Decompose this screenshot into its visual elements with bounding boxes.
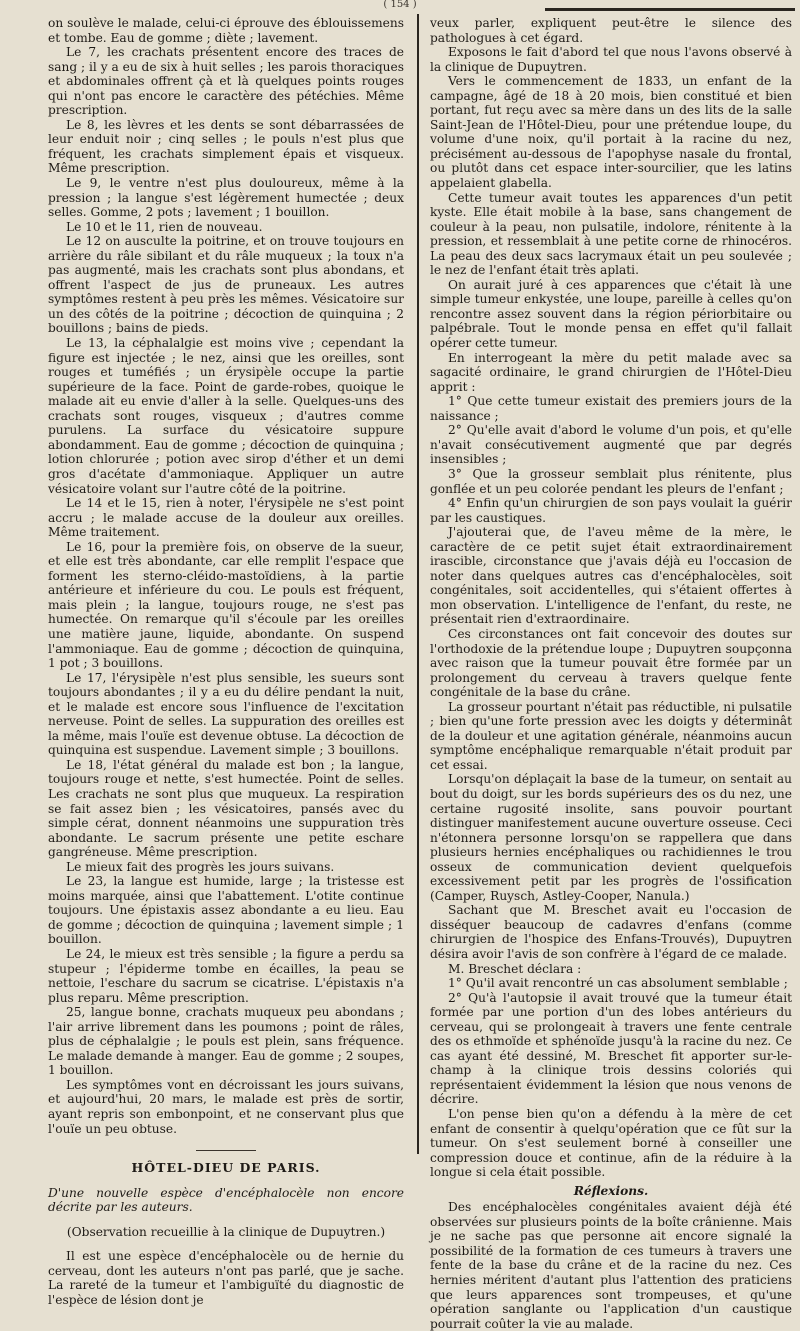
paragraph: Des encéphalocèles congénitales avaient déjà été observées sur plusieurs points de la boîte crânienne. Mais je ne sache pas que personne ait encore signalé la possibilité de la formation de ces tumeurs à travers une fente de la base du crâne et de la racine du nez. Ces hernies méritent d'autant plus l'attention des praticiens que leurs apparences sont trompeuses, et qu'une opération sanglante ou l'application d'un caustique pourrait coûter la vie au malade. bbox=[430, 1200, 792, 1331]
paragraph: Le 23, la langue est humide, large ; la tristesse est moins marquée, ainsi que l'abattement. L'otite continue toujours. Une épistaxis assez abondante a eu lieu. Eau de gomme ; décoction de quinquina ; lavement simple ; 1 bouillon. bbox=[48, 874, 404, 947]
paragraph: Le 13, la céphalalgie est moins vive ; cependant la figure est injectée ; le nez, ainsi que les oreilles, sont rouges et tuméfiés ; un érysipèle occupe la partie supérieure de la face. Point de garde-robes, quoique le malade ait eu envie d'aller à la selle. Quelques-uns des crachats sont rouges, visqueux ; d'autres comme purulens. La surface du vésicatoire suppure abondamment. Eau de gomme ; décoction de quinquina ; lotion chlorurée ; potion avec sirop d'éther et un demi gros d'acétate d'ammoniaque. Appliquer un autre vésicatoire volant sur l'autre côté de la poitrine. bbox=[48, 336, 404, 496]
paragraph: Exposons le fait d'abord tel que nous l'avons observé à la clinique de Dupuytren. bbox=[430, 45, 792, 74]
paragraph: 4° Enfin qu'un chirurgien de son pays voulait la guérir par les caustiques. bbox=[430, 496, 792, 525]
paragraph: 2° Qu'à l'autopsie il avait trouvé que la tumeur était formée par une portion d'un des lobes antérieurs du cerveau, qui se prolongeait à travers une fente centrale des os ethmoïde et sphénoïde jusqu'à la racine du nez. Ce cas ayant été dessiné, M. Breschet fit apporter sur-le-champ à la clinique trois dessins coloriés qui représentaient évidemment la lésion que nous venons de décrire. bbox=[430, 990, 792, 1107]
section-subtitle: D'une nouvelle espèce d'encéphalocèle non encore décrite par les auteurs. bbox=[48, 1185, 404, 1215]
paragraph: Cette tumeur avait toutes les apparences d'un petit kyste. Elle était mobile à la base, sans changement de couleur à la peau, non pulsatile, indolore, rénitente à la pression, et ressemblait à une petite corne de rhinocéros. La peau des deux sacs lacrymaux était un peu soulevée ; le nez de l'enfant était très aplati. bbox=[430, 190, 792, 278]
paragraph: Le 16, pour la première fois, on observe de la sueur, et elle est très abondante, car elle remplit l'espace que forment les sterno-cléido-mastoïdiens, à la partie antérieure et inférieure du cou. Le pouls est fréquent, mais plein ; la langue, toujours rouge, ne s'est pas humectée. On remarque qu'il s'écoule par les oreilles une matière jaune, liquide, abondante. On suspend l'ammoniaque. Eau de gomme ; décoction de quinquina, 1 pot ; 3 bouillons. bbox=[48, 539, 404, 671]
paragraph: Le 8, les lèvres et les dents se sont débarrassées de leur enduit noir ; cinq selles ; le pouls n'est plus que fréquent, les crachats simplement épais et visqueux. Même prescription. bbox=[48, 117, 404, 176]
paragraph: M. Breschet déclara : bbox=[448, 961, 582, 976]
paragraph: 1° Qu'il avait rencontré un cas absolument semblable ; bbox=[448, 976, 788, 991]
paragraph: Le 10 et le 11, rien de nouveau. bbox=[66, 219, 263, 234]
paragraph: 25, langue bonne, crachats muqueux peu abondans ; l'air arrive librement dans les poumons ; point de râles, plus de céphalalgie ; le pouls est plein, sans fréquence. Le malade demande à manger. Eau de gomme ; 2 soupes, 1 bouillon. bbox=[48, 1005, 404, 1078]
paragraph: Ces circonstances ont fait concevoir des doutes sur l'orthodoxie de la prétendue loupe ; Dupuytren soupçonna avec raison que la tumeur pouvait être formée par un prolongement du cerveau à travers quelque fente congénitale de la base du crâne. bbox=[430, 626, 792, 700]
section-rule bbox=[196, 1150, 256, 1151]
paragraph: Il est une espèce d'encéphalocèle ou de hernie du cerveau, dont les auteurs n'ont pas parlé, que je sache. La rareté de la tumeur et l'ambiguïté du diagnostic de l'espèce de lésion dont je bbox=[48, 1249, 404, 1307]
paragraph: Le 9, le ventre n'est plus douloureux, même à la pression ; la langue s'est légèrement humectée ; deux selles. Gomme, 2 pots ; lavement ; 1 bouillon. bbox=[48, 176, 404, 220]
paragraph: Le 7, les crachats présentent encore des traces de sang ; il y a eu de six à huit selles ; les parois thoraciques et abdominales offrent çà et là quelques points rouges qui n'ont pas encore le caractère des pétéchies. Même prescription. bbox=[48, 45, 404, 118]
column-divider bbox=[417, 14, 419, 1154]
paragraph: 2° Qu'elle avait d'abord le volume d'un pois, et qu'elle n'avait consécutivement augmenté que par degrés insensibles ; bbox=[430, 423, 792, 467]
paragraph: 1° Que cette tumeur existait des premiers jours de la naissance ; bbox=[430, 394, 792, 423]
right-column bbox=[430, 16, 792, 1331]
observation-note: (Observation recueillie à la clinique de Dupuytren.) bbox=[66, 1224, 386, 1239]
paragraph: Le 12 on ausculte la poitrine, et on trouve toujours en arrière du râle sibilant et du râle muqueux ; la toux n'a pas augmenté, mais les crachats sont plus abondans, et offrent l'aspect de jus de pruneaux. Les autres symptômes restent à peu près les mêmes. Vésicatoire sur un des côtés de la poitrine ; décoction de quinquina ; 2 bouillons ; bains de pieds. bbox=[48, 234, 404, 336]
paragraph: Le 17, l'érysipèle n'est plus sensible, les sueurs sont toujours abondantes ; il y a eu du délire pendant la nuit, et le malade est encore sous l'influence de l'excitation nerveuse. Point de selles. La suppuration des oreilles est la même, mais l'ouïe est devenue obtuse. La décoction de quinquina est suspendue. Lavement simple ; 3 bouillons. bbox=[48, 670, 404, 758]
paragraph: On aurait juré à ces apparences que c'était là une simple tumeur enkystée, une loupe, pareille à celles qu'on rencontre assez souvent dans la région périorbitaire ou palpébrale. Tout le monde pensa en effet qu'il fallait opérer cette tumeur. bbox=[430, 277, 792, 351]
section-title: HÔTEL-DIEU DE PARIS. bbox=[131, 1160, 321, 1176]
paragraph: Le 24, le mieux est très sensible ; la figure a perdu sa stupeur ; l'épiderme tombe en écailles, la peau se nettoie, l'eschare du sacrum se cicatrise. L'épistaxis n'a plus reparu. Même prescription. bbox=[48, 947, 404, 1005]
left-column bbox=[48, 16, 404, 1307]
paragraph: veux parler, expliquent peut-être le silence des pathologues à cet égard. bbox=[430, 16, 792, 45]
paragraph: J'ajouterai que, de l'aveu même de la mère, le caractère de ce petit sujet était extraordinairement irascible, circonstance que j'avais déjà eu l'occasion de noter dans quelques autres cas d'encéphalocèles, soit congénitales, soit accidentelles, qui s'étaient offertes à mon observation. L'intelligence de l'enfant, du reste, ne présentait rien d'extraordinaire. bbox=[430, 525, 792, 627]
page-number: ( 154 ) bbox=[383, 0, 417, 10]
paragraph: La grosseur pourtant n'était pas réductible, ni pulsatile ; bien qu'une forte pression avec les doigts y déterminât de la douleur et une agitation générale, néanmoins aucun symptôme encéphalique remarquable n'était produit par cet essai. bbox=[430, 699, 792, 772]
paragraph: Le 18, l'état général du malade est bon ; la langue, toujours rouge et nette, s'est humectée. Point de selles. Les crachats ne sont plus que muqueux. La respiration se fait assez bien ; les vésicatoires, pansés avec du simple cérat, donnent néanmoins une suppuration très abondante. Le sacrum présente une petite eschare gangréneuse. Même prescription. bbox=[48, 757, 404, 860]
paragraph: En interrogeant la mère du petit malade avec sa sagacité ordinaire, le grand chirurgien de l'Hôtel-Dieu apprit : bbox=[430, 350, 792, 394]
paragraph: on soulève le malade, celui-ci éprouve des éblouissemens et tombe. Eau de gomme ; diète ; lavement. bbox=[48, 16, 404, 45]
paragraph: Le mieux fait des progrès les jours suivans. bbox=[66, 859, 335, 874]
paragraph: 3° Que la grosseur semblait plus rénitente, plus gonflée et un peu colorée pendant les pleurs de l'enfant ; bbox=[430, 466, 792, 496]
reflexions-title: Réflexions. bbox=[573, 1183, 649, 1198]
paragraph: Sachant que M. Breschet avait eu l'occasion de disséquer beaucoup de cadavres d'enfans (comme chirurgien de l'hospice des Enfans-Trouvés), Dupuytren désira avoir l'avis de son confrère à l'égard de ce malade. bbox=[430, 903, 792, 961]
paragraph: Le 14 et le 15, rien à noter, l'érysipèle ne s'est point accru ; le malade accuse de la douleur aux oreilles. Même traitement. bbox=[48, 496, 404, 540]
header-rule bbox=[545, 8, 795, 11]
paragraph: Les symptômes vont en décroissant les jours suivans, et aujourd'hui, 20 mars, le malade est près de sortir, ayant repris son embonpoint, et ne conservant plus que l'ouïe un peu obtuse. bbox=[48, 1077, 404, 1136]
paragraph: Lorsqu'on déplaçait la base de la tumeur, on sentait au bout du doigt, sur les bords supérieurs des os du nez, une certaine rugosité insolite, sans pouvoir pourtant distinguer manifestement aucune ouverture osseuse. Ceci n'étonnera personne lorsqu'on se rappellera que dans plusieurs hernies encéphaliques ou rachidiennes le trou osseux de communication devient quelquefois excessivement petit par les progrès de l'ossification (Camper, Ruysch, Astley-Cooper, Nanula.) bbox=[430, 772, 792, 903]
paragraph: L'on pense bien qu'on a défendu à la mère de cet enfant de consentir à quelqu'opération que ce fût sur la tumeur. On s'est seulement borné à conseiller une compression douce et continue, afin de la réduire à la longue si cela était possible. bbox=[430, 1107, 792, 1180]
paragraph: Vers le commencement de 1833, un enfant de la campagne, âgé de 18 à 20 mois, bien constitué et bien portant, fut reçu avec sa mère dans un des lits de la salle Saint-Jean de l'Hôtel-Dieu, pour une prétendue loupe, du volume d'une noix, qu'il portait à la racine du nez, précisément au-dessous de l'apophyse nasale du frontal, ou plutôt dans cet espace inter-sourcilier, que les latins appelaient glabella. bbox=[430, 74, 792, 191]
